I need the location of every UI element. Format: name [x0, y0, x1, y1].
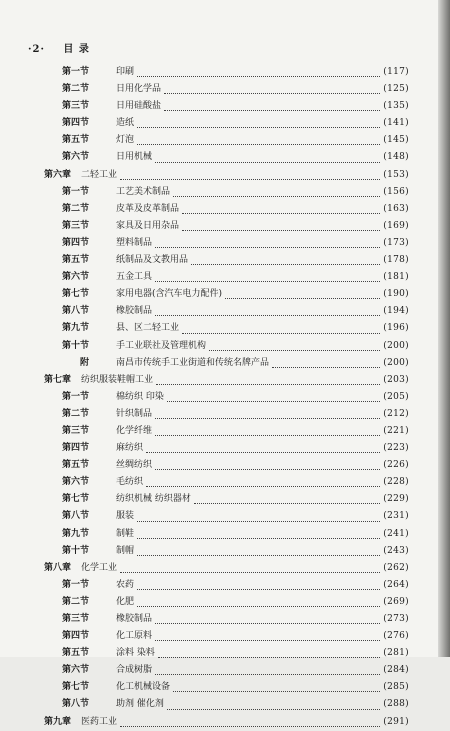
toc-entry-title: 灯泡 — [116, 135, 135, 146]
toc-entry-label: 第六节 — [62, 665, 90, 676]
toc-dot-leader — [209, 333, 380, 351]
toc-entry-page: (221) — [383, 425, 409, 436]
toc-entry-title: 化工原料 — [116, 631, 153, 642]
toc-entry-label: 第一节 — [62, 391, 90, 402]
toc-entry-label: 第七节 — [62, 494, 90, 505]
toc-entry-label: 第四节 — [62, 118, 90, 129]
toc-entry-title: 印刷 — [116, 67, 135, 77]
toc-entry-title: 日用机械 — [116, 152, 153, 163]
toc-entry-label: 第六节 — [62, 152, 90, 163]
toc-dot-leader — [137, 538, 380, 556]
toc-entry-title: 化学纤维 — [116, 425, 153, 436]
toc-entry-page: (190) — [383, 289, 409, 300]
toc-entry-page: (212) — [383, 408, 409, 419]
table-of-contents — [44, 64, 409, 731]
toc-entry-title: 纺织机械 纺织器材 — [116, 494, 191, 505]
toc-entry-page: (173) — [383, 237, 409, 248]
toc-dot-leader — [164, 76, 380, 94]
toc-entry-label: 第一节 — [62, 579, 90, 590]
toc-dot-leader — [120, 709, 380, 727]
toc-entry-page: (181) — [383, 272, 409, 283]
toc-entry-label: 第二节 — [62, 596, 90, 607]
toc-entry-label: 第八节 — [62, 306, 90, 317]
toc-entry-label: 第四节 — [62, 631, 90, 642]
toc-entry-page: (203) — [383, 374, 409, 385]
toc-entry-title: 合成树脂 — [116, 665, 153, 676]
toc-entry-title: 橡胶制品 — [116, 306, 153, 317]
toc-dot-leader — [137, 589, 380, 607]
toc-entry-page: (196) — [383, 323, 409, 334]
page-edge-shadow — [438, 0, 450, 657]
toc-entry-page: (156) — [383, 186, 409, 197]
toc-dot-leader — [194, 486, 380, 504]
toc-entry-label: 第十节 — [62, 340, 90, 351]
toc-entry-page: (228) — [383, 477, 409, 488]
toc-entry-label: 第五节 — [62, 460, 90, 471]
toc-entry-page: (288) — [383, 699, 409, 710]
toc-entry-page: (284) — [383, 665, 409, 676]
toc-entry-title: 丝绸纺织 — [116, 460, 153, 471]
toc-dot-leader — [173, 674, 380, 692]
toc-entry-title: 针织制品 — [116, 408, 153, 419]
toc-entry-label: 第三节 — [62, 220, 90, 231]
toc-entry-page: (145) — [383, 135, 409, 146]
toc-entry-page: (281) — [383, 648, 409, 659]
toc-entry-label: 第四节 — [62, 237, 90, 248]
toc-dot-leader — [155, 264, 380, 282]
toc-entry-title: 日用化学品 — [116, 84, 162, 95]
toc-entry-label: 第六章 — [44, 169, 72, 180]
toc-dot-leader — [167, 384, 380, 402]
toc-entry-page: (231) — [383, 511, 409, 522]
toc-dot-leader — [272, 350, 380, 368]
toc-entry-label: 第二节 — [62, 84, 90, 95]
toc-dot-leader — [155, 230, 380, 248]
toc-entry-title: 皮革及皮革制品 — [116, 203, 180, 214]
toc-dot-leader — [155, 452, 380, 470]
toc-entry-page: (276) — [383, 631, 409, 642]
toc-entry-label: 第八节 — [62, 699, 90, 710]
toc-dot-leader — [155, 657, 380, 675]
toc-dot-leader — [155, 298, 380, 316]
toc-dot-leader — [155, 606, 380, 624]
toc-entry-page: (269) — [383, 596, 409, 607]
toc-entry-title: 化学工业 — [81, 562, 118, 573]
toc-dot-leader — [146, 435, 380, 453]
toc-dot-leader — [120, 162, 380, 180]
toc-entry-title: 二轻工业 — [81, 169, 118, 180]
toc-dot-leader — [120, 555, 380, 573]
toc-entry-page: (229) — [383, 494, 409, 505]
toc-entry-title: 服装 — [116, 511, 135, 522]
toc-dot-leader — [146, 469, 380, 487]
toc-entry-label: 第五节 — [62, 135, 90, 146]
toc-dot-leader — [155, 401, 380, 419]
toc-dot-leader — [164, 93, 380, 111]
toc-dot-leader — [182, 315, 380, 333]
toc-dot-leader — [137, 572, 380, 590]
toc-entry-title: 化工机械设备 — [116, 682, 171, 693]
toc-entry-label: 第三节 — [62, 101, 90, 112]
toc-entry-page: (163) — [383, 203, 409, 214]
toc-entry-page: (200) — [383, 357, 409, 368]
toc-entry-title: 塑料制品 — [116, 237, 153, 248]
toc-entry-title: 化肥 — [116, 596, 135, 607]
toc-entry-title: 纸制品及文教用品 — [116, 255, 189, 266]
toc-entry-title: 麻纺织 — [116, 443, 144, 454]
toc-entry-title: 制鞋 — [116, 528, 135, 539]
toc-entry-title: 南昌市传统手工业街道和传统名牌产品 — [116, 357, 270, 368]
toc-entry-page: (153) — [383, 169, 409, 180]
toc-entry-title: 日用硅酸盐 — [116, 101, 162, 112]
toc-entry-title: 橡胶制品 — [116, 614, 153, 624]
toc-entry-title: 毛纺织 — [116, 477, 144, 488]
toc-entry-label: 第三节 — [62, 425, 90, 436]
toc-entry-label: 第八节 — [62, 511, 90, 522]
toc-entry-page: (223) — [383, 443, 409, 454]
toc-entry-title: 家用电器(含汽车电力配件) — [116, 289, 223, 300]
toc-dot-leader — [173, 179, 380, 197]
toc-entry-label: 第七节 — [62, 682, 90, 693]
toc-entry-page: (194) — [383, 306, 409, 317]
toc-dot-leader — [137, 521, 380, 539]
toc-dot-leader — [137, 127, 380, 145]
toc-entry-label: 第五节 — [62, 255, 90, 266]
toc-entry-page: (135) — [383, 101, 409, 112]
toc-entry-page: (262) — [383, 562, 409, 573]
toc-entry-title: 五金工具 — [116, 272, 153, 283]
toc-entry-label: 第二节 — [62, 408, 90, 419]
toc-entry-page: (169) — [383, 220, 409, 231]
toc-entry-title: 家具及日用杂品 — [116, 220, 180, 231]
toc-entry-title: 农药 — [116, 579, 135, 590]
toc-entry-page: (243) — [383, 545, 409, 556]
toc-entry-label: 第八章 — [44, 562, 72, 573]
toc-dot-leader — [167, 691, 380, 709]
toc-entry-label: 第六节 — [62, 272, 90, 283]
toc-entry-title: 助剂 催化剂 — [116, 699, 164, 710]
toc-entry-label: 第七节 — [62, 289, 90, 300]
toc-dot-leader — [191, 247, 380, 265]
toc-entry-label: 第五节 — [62, 648, 90, 659]
toc-entry-title: 棉纺织 印染 — [116, 391, 164, 402]
header-page-number: ·2· — [28, 44, 45, 55]
toc-entry-title: 涂料 染料 — [116, 648, 155, 659]
toc-dot-leader — [182, 213, 380, 231]
toc-entry-label: 第二节 — [62, 203, 90, 214]
toc-entry-page: (264) — [383, 579, 409, 590]
toc-entry-chapter — [44, 714, 409, 731]
toc-entry-label: 第九章 — [44, 716, 72, 727]
toc-entry-page: (273) — [383, 614, 409, 624]
toc-dot-leader — [155, 418, 380, 436]
toc-entry-page: (226) — [383, 460, 409, 471]
toc-entry-title: 县、区二轻工业 — [116, 323, 180, 334]
toc-entry-label: 第三节 — [62, 614, 90, 624]
toc-entry-label: 第七章 — [44, 374, 72, 385]
toc-entry-page: (125) — [383, 84, 409, 95]
toc-entry-page: (241) — [383, 528, 409, 539]
toc-entry-page: (291) — [383, 716, 409, 727]
toc-entry-page: (117) — [383, 67, 409, 77]
toc-entry-label: 第十节 — [62, 545, 90, 556]
page-header — [28, 40, 90, 55]
toc-entry-page: (148) — [383, 152, 409, 163]
toc-entry-title: 纺织服装鞋帽工业 — [81, 374, 154, 385]
toc-dot-leader — [156, 367, 380, 385]
toc-entry-label: 第六节 — [62, 477, 90, 488]
toc-dot-leader — [137, 503, 380, 521]
toc-dot-leader — [137, 59, 380, 77]
toc-entry-label: 第一节 — [62, 67, 90, 77]
toc-entry-label: 第九节 — [62, 528, 90, 539]
toc-entry-page: (285) — [383, 682, 409, 693]
toc-entry-title: 造纸 — [116, 118, 135, 129]
toc-dot-leader — [155, 623, 380, 641]
toc-dot-leader — [137, 110, 380, 128]
toc-entry-page: (178) — [383, 255, 409, 266]
toc-entry-title: 手工业联社及管理机构 — [116, 340, 207, 351]
toc-entry-page: (141) — [383, 118, 409, 129]
toc-entry-label: 第九节 — [62, 323, 90, 334]
toc-entry-title: 制帽 — [116, 545, 135, 556]
toc-entry-title: 医药工业 — [81, 716, 118, 727]
toc-dot-leader — [182, 196, 380, 214]
toc-entry-label: 第一节 — [62, 186, 90, 197]
toc-dot-leader — [158, 640, 380, 658]
header-title: 目 录 — [63, 44, 90, 55]
toc-entry-page: (205) — [383, 391, 409, 402]
toc-entry-label: 附 — [80, 357, 90, 368]
toc-dot-leader — [225, 281, 380, 299]
toc-entry-page: (200) — [383, 340, 409, 351]
toc-entry-label: 第四节 — [62, 443, 90, 454]
toc-entry-title: 工艺美术制品 — [116, 186, 171, 197]
toc-dot-leader — [155, 144, 380, 162]
